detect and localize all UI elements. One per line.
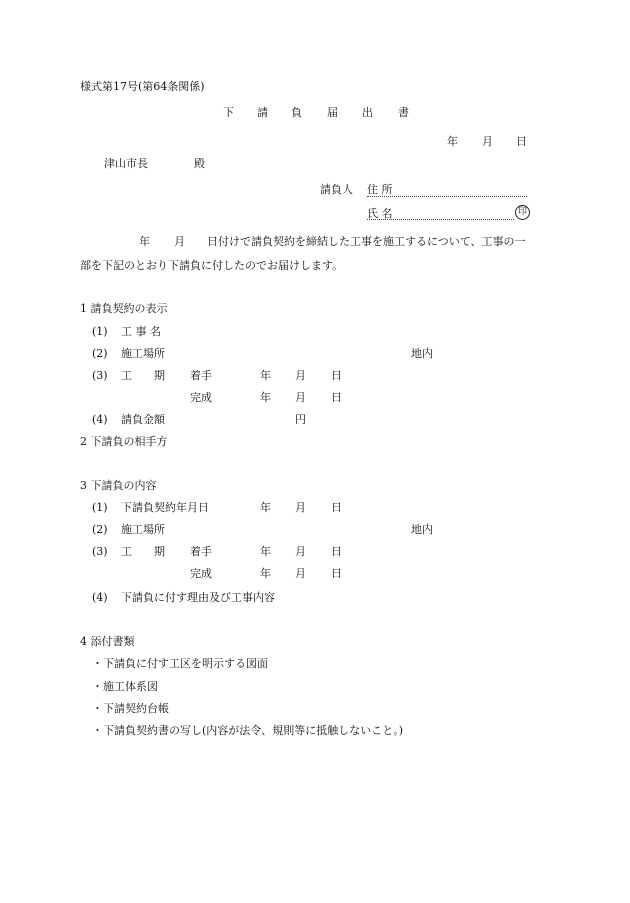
addressee-name: 津山市長 (104, 157, 148, 170)
period-label-a: 工 (121, 545, 132, 558)
body-year: 年 (139, 235, 150, 248)
site-suffix: 地内 (411, 347, 433, 360)
title-char: 書 (398, 106, 409, 119)
seal-mark: 印 (515, 205, 530, 220)
site-label: 施工場所 (121, 347, 165, 360)
section-heading: 2 下請負の相手方 (80, 435, 168, 448)
end-label: 完成 (190, 391, 212, 404)
contract-day: 日 (331, 501, 342, 514)
item-number: (1) (92, 501, 108, 514)
name-line (367, 219, 514, 220)
contract-year: 年 (260, 501, 271, 514)
start-year: 年 (260, 545, 271, 558)
item-number: (1) (92, 325, 108, 338)
title-char: 負 (291, 106, 302, 119)
contract-month: 月 (295, 501, 306, 514)
end-year: 年 (260, 391, 271, 404)
start-day: 日 (331, 545, 342, 558)
period-label-b: 期 (154, 369, 165, 382)
end-day: 日 (331, 567, 342, 580)
date-month: 月 (482, 135, 493, 148)
address-line (367, 196, 527, 197)
item-number: (4) (92, 591, 108, 604)
start-day: 日 (331, 369, 342, 382)
amount-unit: 円 (295, 413, 306, 426)
end-month: 月 (295, 567, 306, 580)
date-day: 日 (516, 135, 527, 148)
item-number: (2) (92, 523, 108, 536)
contractor-label: 請負人 (320, 183, 353, 196)
amount-label: 請負金額 (121, 413, 165, 426)
section-heading: 4 添付書類 (80, 635, 135, 648)
item-number: (2) (92, 347, 108, 360)
title-char: 出 (362, 106, 373, 119)
attachment-item: ・下請負契約書の写し(内容が法令、規則等に抵触しないこと。) (92, 724, 404, 737)
attachment-item: ・下請契約台帳 (92, 702, 169, 715)
attachment-item: ・下請負に付す工区を明示する図面 (92, 657, 268, 670)
period-label-b: 期 (154, 545, 165, 558)
name-label: 氏 名 (367, 207, 393, 220)
end-month: 月 (295, 391, 306, 404)
address-label: 住 所 (367, 183, 393, 196)
addressee-honorific: 殿 (194, 157, 205, 170)
form-number: 様式第17号(第64条関係) (80, 80, 205, 93)
contract-date-label: 下請負契約年月日 (121, 501, 209, 514)
start-month: 月 (295, 369, 306, 382)
title-char: 請 (257, 106, 268, 119)
item-number: (4) (92, 413, 108, 426)
site-label: 施工場所 (121, 523, 165, 536)
attachment-item: ・施工体系図 (92, 680, 158, 693)
end-label: 完成 (190, 567, 212, 580)
body-line-1: 日付けで請負契約を締結した工事を施工するについて、工事の一 (207, 235, 526, 248)
date-year: 年 (447, 135, 458, 148)
reason-label: 下請負に付す理由及び工事内容 (121, 591, 275, 604)
title-char: 届 (327, 106, 338, 119)
period-label-a: 工 (121, 369, 132, 382)
start-label: 着手 (190, 369, 212, 382)
end-year: 年 (260, 567, 271, 580)
section-heading: 1 請負契約の表示 (80, 302, 168, 315)
site-suffix: 地内 (411, 523, 433, 536)
start-year: 年 (260, 369, 271, 382)
item-number: (3) (92, 545, 108, 558)
start-month: 月 (295, 545, 306, 558)
start-label: 着手 (190, 545, 212, 558)
work-name-label: 工 事 名 (121, 325, 161, 338)
end-day: 日 (331, 391, 342, 404)
body-month: 月 (174, 235, 185, 248)
item-number: (3) (92, 369, 108, 382)
body-line-2: 部を下記のとおり下請負に付したのでお届けします。 (80, 259, 344, 272)
section-heading: 3 下請負の内容 (80, 479, 157, 492)
title-char: 下 (223, 106, 234, 119)
